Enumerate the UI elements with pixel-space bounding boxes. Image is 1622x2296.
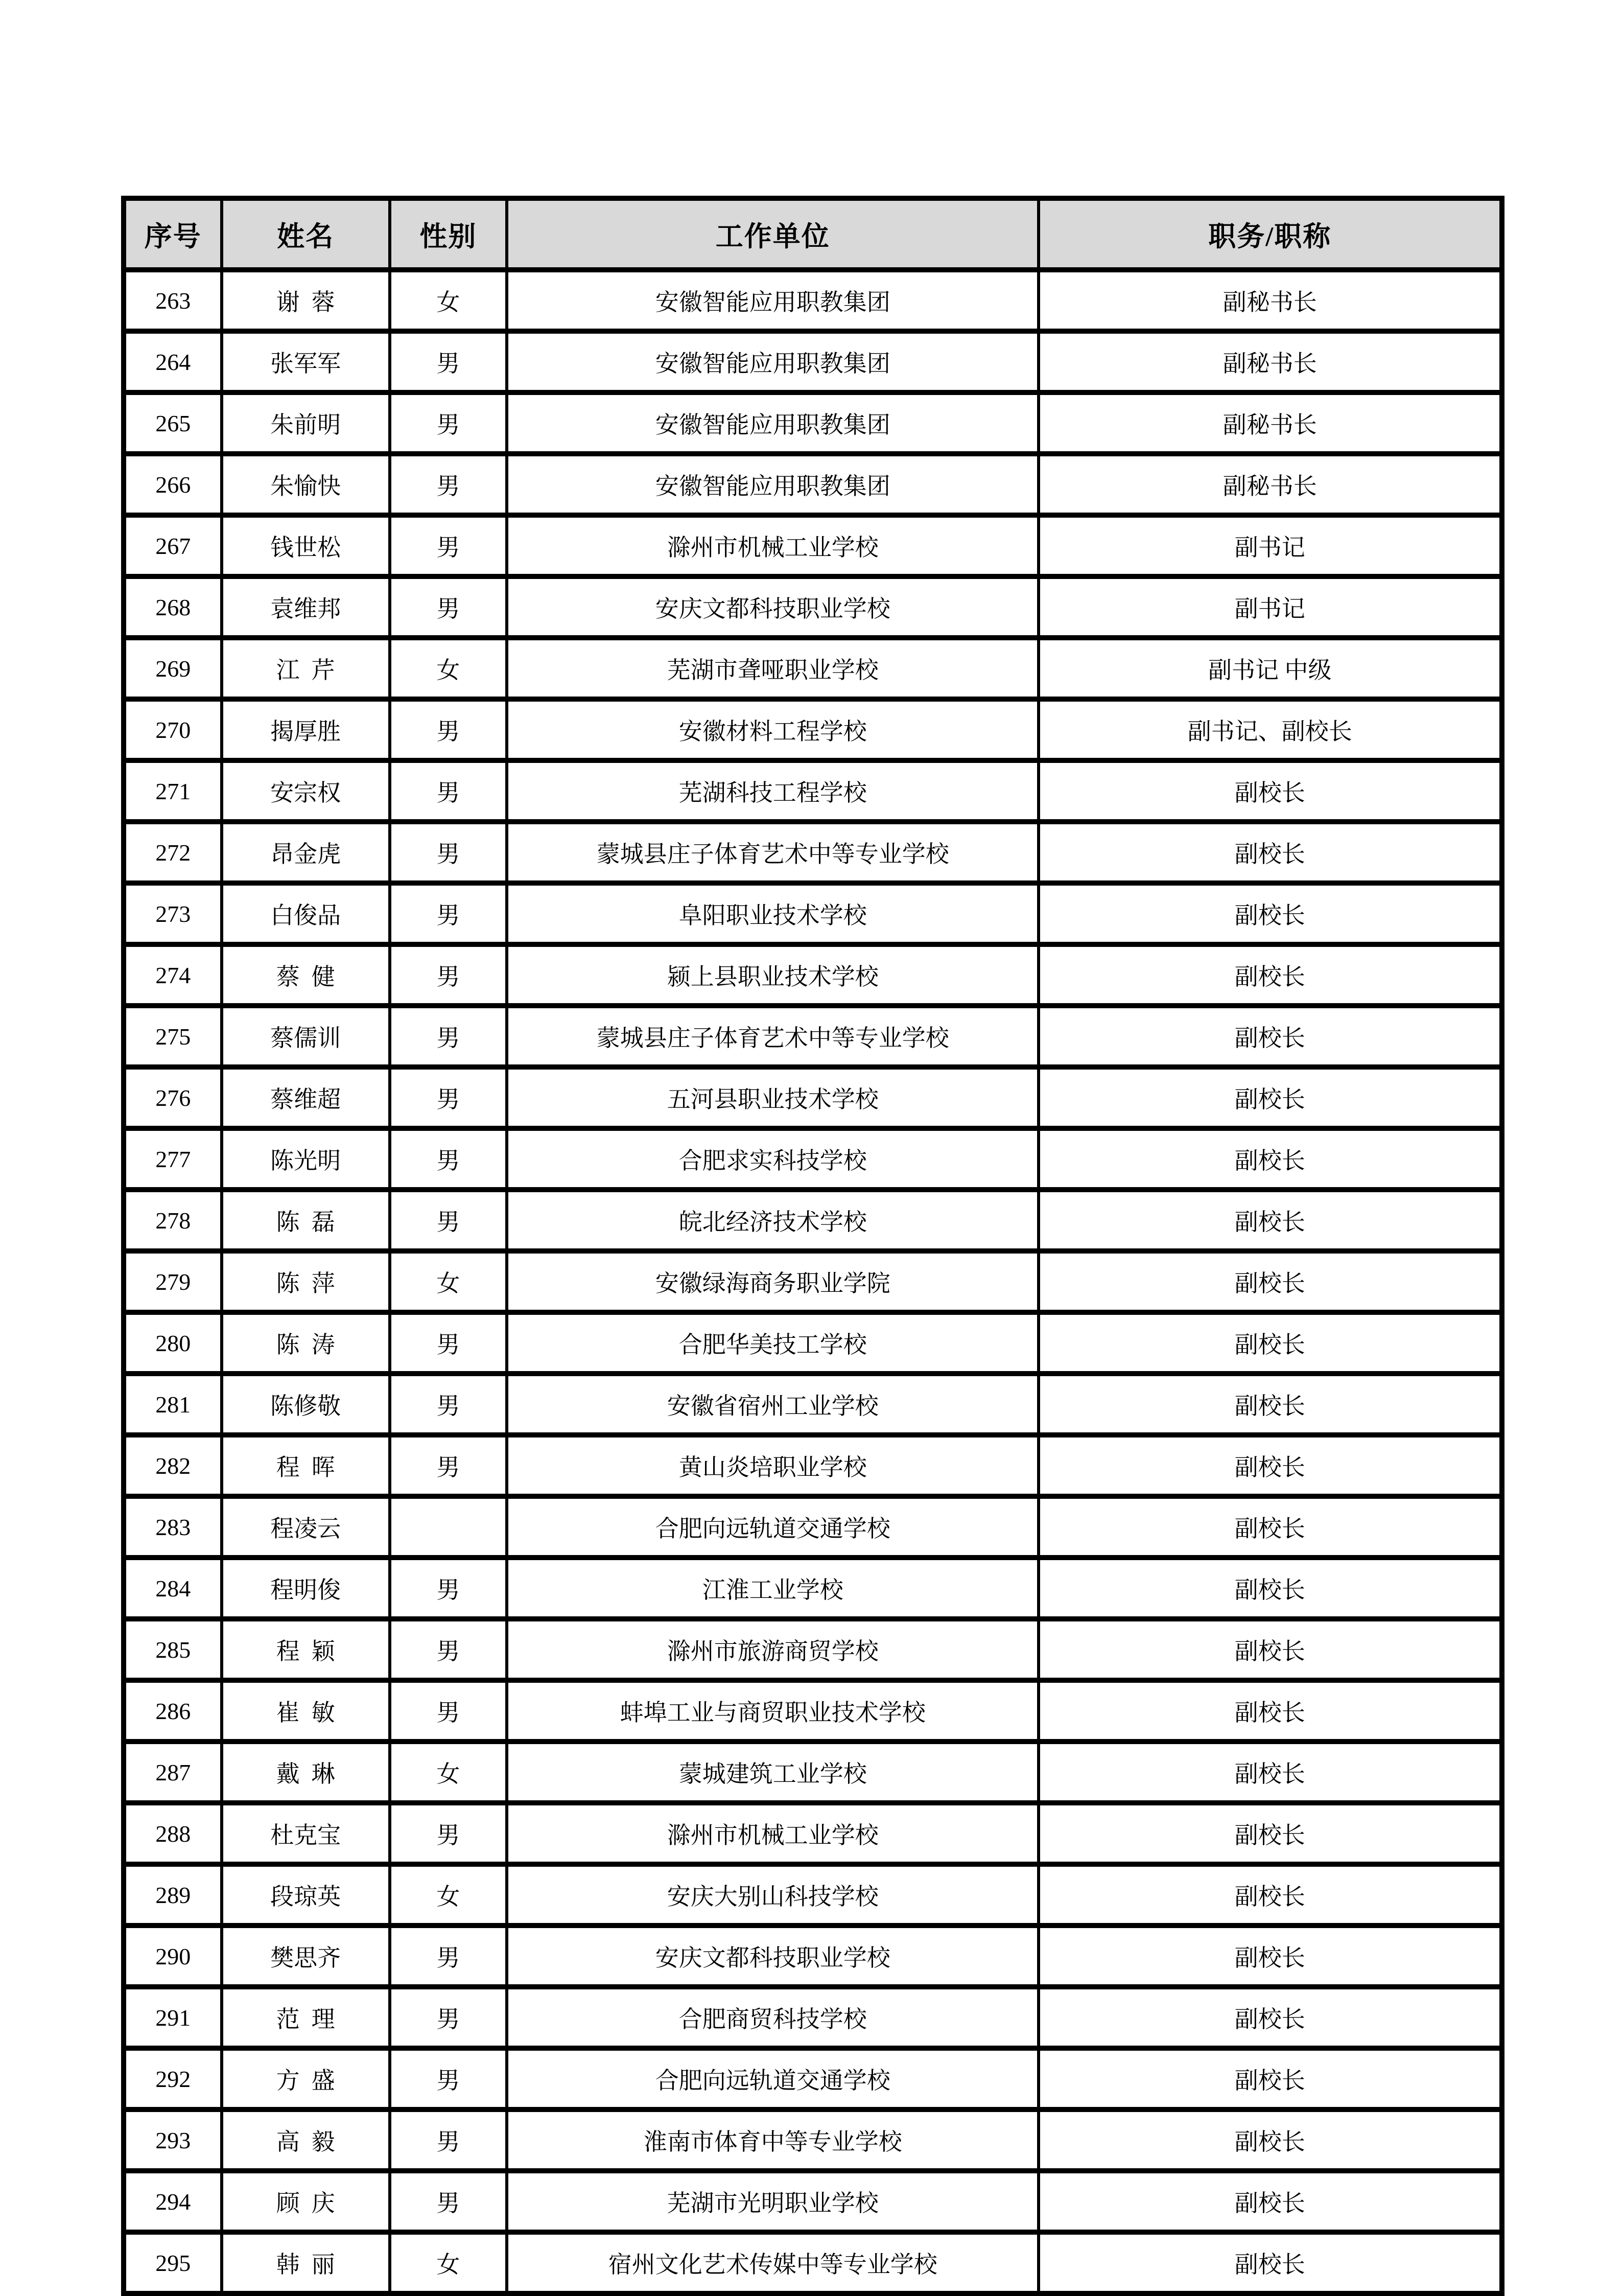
person-name: 蔡健 [276, 964, 335, 990]
header-cell-name: 姓名 [222, 198, 390, 270]
cell-no: 277 [124, 1128, 222, 1190]
cell-unit: 滁州市机械工业学校 [507, 515, 1039, 576]
person-name: 谢蓉 [276, 289, 335, 315]
cell-unit: 滁州市旅游商贸学校 [507, 1619, 1039, 1680]
roster-table [121, 196, 1505, 2296]
cell-gender: 男 [390, 454, 507, 515]
cell-name [222, 1435, 390, 1496]
cell-title: 副校长 [1039, 1558, 1502, 1619]
table-row [124, 638, 1502, 699]
cell-unit: 安徽省宿州工业学校 [507, 1374, 1039, 1435]
table-row [124, 1067, 1502, 1128]
cell-gender: 男 [390, 515, 507, 576]
cell-unit: 宿州文化艺术传媒中等专业学校 [507, 2232, 1039, 2293]
table-row [124, 1128, 1502, 1190]
table-row [124, 1374, 1502, 1435]
cell-title: 副校长 [1039, 1496, 1502, 1558]
cell-gender: 女 [390, 270, 507, 331]
table-row [124, 1987, 1502, 2048]
cell-title: 副校长 [1039, 1987, 1502, 2048]
cell-unit: 合肥商贸科技学校 [507, 1987, 1039, 2048]
cell-name [222, 1190, 390, 1251]
cell-name [222, 2048, 390, 2109]
cell-title: 副校长 [1039, 822, 1502, 883]
cell-gender: 男 [390, 944, 507, 1006]
cell-gender: 男 [390, 883, 507, 944]
cell-unit: 芜湖科技工程学校 [507, 760, 1039, 822]
cell-gender: 男 [390, 1987, 507, 2048]
cell-gender [390, 1496, 507, 1558]
table-row [124, 576, 1502, 638]
header-cell-unit: 工作单位 [507, 198, 1039, 270]
cell-gender: 女 [390, 1251, 507, 1312]
cell-name [222, 1619, 390, 1680]
cell-no: 281 [124, 1374, 222, 1435]
cell-title: 副校长 [1039, 1067, 1502, 1128]
cell-name [222, 2109, 390, 2171]
cell-gender: 男 [390, 1619, 507, 1680]
table-row [124, 1006, 1502, 1067]
cell-gender: 男 [390, 2048, 507, 2109]
person-name: 崔敏 [276, 1700, 335, 1726]
cell-name: 朱前明 [222, 392, 390, 454]
cell-title: 副秘书长 [1039, 270, 1502, 331]
cell-no: 284 [124, 1558, 222, 1619]
cell-unit: 安庆大别山科技学校 [507, 1864, 1039, 1926]
table-row [124, 1312, 1502, 1374]
cell-title: 副校长 [1039, 1190, 1502, 1251]
cell-title: 副书记 中级 [1039, 638, 1502, 699]
cell-name [222, 638, 390, 699]
person-name: 陈萍 [276, 1270, 335, 1296]
cell-name [222, 1987, 390, 2048]
cell-gender: 男 [390, 1006, 507, 1067]
cell-name: 袁维邦 [222, 576, 390, 638]
person-name: 程晖 [276, 1454, 335, 1480]
cell-no: 283 [124, 1496, 222, 1558]
cell-title: 副校长 [1039, 1374, 1502, 1435]
cell-unit: 安徽智能应用职教集团 [507, 270, 1039, 331]
cell-name [222, 944, 390, 1006]
cell-title: 副校长 [1039, 1251, 1502, 1312]
cell-name [222, 2232, 390, 2293]
cell-gender: 男 [390, 2109, 507, 2171]
person-name: 陈磊 [276, 1209, 335, 1235]
cell-gender: 男 [390, 1926, 507, 1987]
header-cell-gender: 性别 [390, 198, 507, 270]
cell-no: 267 [124, 515, 222, 576]
cell-title: 副校长 [1039, 760, 1502, 822]
cell-unit: 安徽智能应用职教集团 [507, 454, 1039, 515]
cell-title: 副校长 [1039, 1128, 1502, 1190]
cell-unit: 蒙城建筑工业学校 [507, 1742, 1039, 1803]
cell-no: 274 [124, 944, 222, 1006]
cell-no: 275 [124, 1006, 222, 1067]
person-name: 江芹 [276, 657, 335, 683]
cell-unit: 阜阳职业技术学校 [507, 883, 1039, 944]
cell-unit: 安徽智能应用职教集团 [507, 392, 1039, 454]
table-row [124, 2232, 1502, 2293]
cell-no: 285 [124, 1619, 222, 1680]
cell-gender: 男 [390, 1067, 507, 1128]
cell-title: 副校长 [1039, 1803, 1502, 1864]
cell-title: 副书记 [1039, 576, 1502, 638]
cell-title: 副校长 [1039, 883, 1502, 944]
cell-unit: 芜湖市聋哑职业学校 [507, 638, 1039, 699]
cell-gender: 男 [390, 822, 507, 883]
cell-gender: 男 [390, 699, 507, 760]
cell-gender: 女 [390, 1742, 507, 1803]
table-row [124, 699, 1502, 760]
cell-name [222, 1680, 390, 1742]
cell-unit: 皖北经济技术学校 [507, 1190, 1039, 1251]
cell-unit: 安徽绿海商务职业学院 [507, 1251, 1039, 1312]
table-row [124, 331, 1502, 392]
cell-name [222, 2171, 390, 2232]
table-row [124, 1558, 1502, 1619]
cell-gender: 男 [390, 760, 507, 822]
cell-title: 副秘书长 [1039, 454, 1502, 515]
cell-gender: 男 [390, 1803, 507, 1864]
cell-title: 副书记、副校长 [1039, 699, 1502, 760]
table-row [124, 454, 1502, 515]
table-row [124, 515, 1502, 576]
table-row [124, 883, 1502, 944]
cell-no: 292 [124, 2048, 222, 2109]
cell-unit: 安徽材料工程学校 [507, 699, 1039, 760]
cell-no: 294 [124, 2171, 222, 2232]
cell-gender: 女 [390, 1864, 507, 1926]
table-row [124, 392, 1502, 454]
header-row [124, 198, 1502, 270]
cell-no: 282 [124, 1435, 222, 1496]
cell-no: 268 [124, 576, 222, 638]
cell-gender: 男 [390, 1312, 507, 1374]
table-row [124, 1742, 1502, 1803]
cell-gender: 男 [390, 576, 507, 638]
cell-no: 291 [124, 1987, 222, 2048]
cell-title: 副校长 [1039, 1435, 1502, 1496]
cell-no: 266 [124, 454, 222, 515]
cell-unit: 蒙城县庄子体育艺术中等专业学校 [507, 822, 1039, 883]
cell-unit: 合肥华美技工学校 [507, 1312, 1039, 1374]
cell-title: 副秘书长 [1039, 331, 1502, 392]
table-row [124, 1803, 1502, 1864]
cell-no: 288 [124, 1803, 222, 1864]
cell-title: 副校长 [1039, 2048, 1502, 2109]
cell-unit: 安庆文都科技职业学校 [507, 576, 1039, 638]
cell-name [222, 1312, 390, 1374]
cell-unit: 五河县职业技术学校 [507, 1067, 1039, 1128]
cell-title: 副校长 [1039, 1742, 1502, 1803]
cell-name: 揭厚胜 [222, 699, 390, 760]
cell-no: 293 [124, 2109, 222, 2171]
header-cell-title: 职务/职称 [1039, 198, 1502, 270]
cell-title: 副校长 [1039, 1312, 1502, 1374]
person-name: 程颖 [276, 1638, 335, 1664]
cell-no: 286 [124, 1680, 222, 1742]
cell-unit: 黄山炎培职业学校 [507, 1435, 1039, 1496]
cell-unit: 安徽智能应用职教集团 [507, 331, 1039, 392]
cell-title: 副校长 [1039, 2232, 1502, 2293]
cell-gender: 男 [390, 1435, 507, 1496]
table-row [124, 944, 1502, 1006]
table-row [124, 2171, 1502, 2232]
cell-title: 副秘书长 [1039, 392, 1502, 454]
table-row [124, 270, 1502, 331]
person-name: 高毅 [276, 2129, 335, 2155]
cell-gender: 男 [390, 331, 507, 392]
cell-no: 272 [124, 822, 222, 883]
cell-name [222, 270, 390, 331]
cell-gender: 男 [390, 392, 507, 454]
cell-name: 白俊品 [222, 883, 390, 944]
cell-gender: 男 [390, 1128, 507, 1190]
cell-name: 蔡维超 [222, 1067, 390, 1128]
cell-unit: 江淮工业学校 [507, 1558, 1039, 1619]
cell-gender: 男 [390, 1190, 507, 1251]
table-row [124, 1619, 1502, 1680]
cell-title: 副校长 [1039, 1864, 1502, 1926]
cell-title: 副校长 [1039, 1680, 1502, 1742]
cell-name: 张军军 [222, 331, 390, 392]
table-header [124, 198, 1502, 270]
table-row [124, 2048, 1502, 2109]
cell-gender: 男 [390, 1680, 507, 1742]
cell-gender: 男 [390, 2171, 507, 2232]
cell-unit: 合肥向远轨道交通学校 [507, 1496, 1039, 1558]
cell-name [222, 1742, 390, 1803]
cell-title: 副校长 [1039, 1619, 1502, 1680]
table-row [124, 760, 1502, 822]
cell-no: 279 [124, 1251, 222, 1312]
cell-no: 290 [124, 1926, 222, 1987]
table-row [124, 1680, 1502, 1742]
cell-no: 263 [124, 270, 222, 331]
cell-no: 280 [124, 1312, 222, 1374]
cell-name: 陈光明 [222, 1128, 390, 1190]
table-row [124, 1190, 1502, 1251]
cell-no: 295 [124, 2232, 222, 2293]
person-name: 戴琳 [276, 1761, 335, 1787]
cell-no: 270 [124, 699, 222, 760]
cell-unit: 蚌埠工业与商贸职业技术学校 [507, 1680, 1039, 1742]
person-name: 范理 [276, 2006, 335, 2032]
person-name: 韩丽 [276, 2252, 335, 2278]
cell-unit: 滁州市机械工业学校 [507, 1803, 1039, 1864]
cell-gender: 男 [390, 1558, 507, 1619]
cell-no: 278 [124, 1190, 222, 1251]
cell-name: 安宗权 [222, 760, 390, 822]
cell-unit: 淮南市体育中等专业学校 [507, 2109, 1039, 2171]
table-row [124, 1864, 1502, 1926]
cell-name: 昂金虎 [222, 822, 390, 883]
table-row [124, 2109, 1502, 2171]
cell-name: 段琼英 [222, 1864, 390, 1926]
table-row [124, 1496, 1502, 1558]
person-name: 陈涛 [276, 1332, 335, 1358]
cell-unit: 安庆文都科技职业学校 [507, 1926, 1039, 1987]
cell-name: 程明俊 [222, 1558, 390, 1619]
cell-name: 蔡儒训 [222, 1006, 390, 1067]
cell-name: 程凌云 [222, 1496, 390, 1558]
person-name: 方盛 [276, 2068, 335, 2094]
cell-no: 264 [124, 331, 222, 392]
table-row [124, 822, 1502, 883]
cell-no: 276 [124, 1067, 222, 1128]
cell-name: 杜克宝 [222, 1803, 390, 1864]
cell-no: 265 [124, 392, 222, 454]
person-name: 顾庆 [276, 2190, 335, 2216]
cell-unit: 蒙城县庄子体育艺术中等专业学校 [507, 1006, 1039, 1067]
cell-no: 289 [124, 1864, 222, 1926]
table-body [124, 270, 1502, 2293]
cell-name: 樊思齐 [222, 1926, 390, 1987]
table-row [124, 1926, 1502, 1987]
cell-no: 287 [124, 1742, 222, 1803]
cell-gender: 女 [390, 638, 507, 699]
cell-title: 副书记 [1039, 515, 1502, 576]
cell-title: 副校长 [1039, 1006, 1502, 1067]
cell-title: 副校长 [1039, 2171, 1502, 2232]
cell-title: 副校长 [1039, 1926, 1502, 1987]
cell-unit: 合肥求实科技学校 [507, 1128, 1039, 1190]
cell-name: 钱世松 [222, 515, 390, 576]
table-row [124, 1251, 1502, 1312]
cell-name: 朱愉快 [222, 454, 390, 515]
cell-title: 副校长 [1039, 2109, 1502, 2171]
cell-no: 269 [124, 638, 222, 699]
cell-gender: 男 [390, 1374, 507, 1435]
cell-name: 陈修敬 [222, 1374, 390, 1435]
cell-gender: 女 [390, 2232, 507, 2293]
cell-no: 273 [124, 883, 222, 944]
cell-unit: 颍上县职业技术学校 [507, 944, 1039, 1006]
cell-name [222, 1251, 390, 1312]
cell-no: 271 [124, 760, 222, 822]
table-row [124, 1435, 1502, 1496]
cell-title: 副校长 [1039, 944, 1502, 1006]
cell-unit: 芜湖市光明职业学校 [507, 2171, 1039, 2232]
cell-unit: 合肥向远轨道交通学校 [507, 2048, 1039, 2109]
header-cell-no: 序号 [124, 198, 222, 270]
